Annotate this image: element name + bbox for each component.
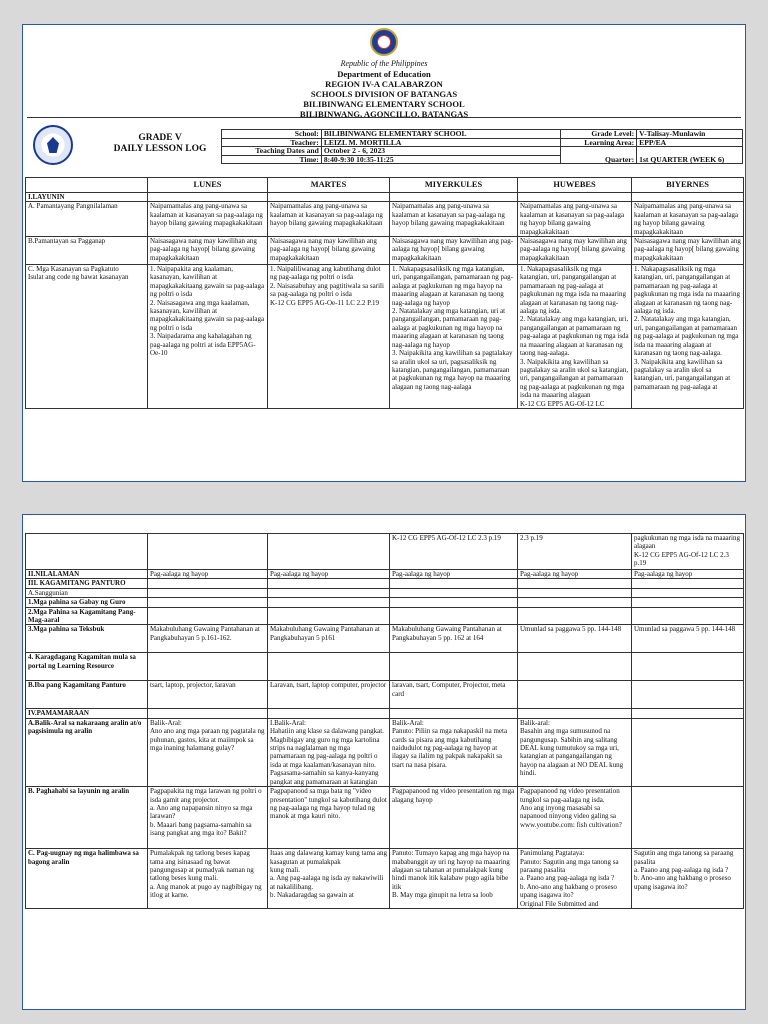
day-cell: [148, 598, 268, 607]
row-label: A.Balik-Aral sa nakaraang aralin at/o pagsisimula ng aralin: [26, 718, 148, 786]
day-cell: [518, 607, 632, 625]
row-label: B. Paghahabi sa layunin ng aralin: [26, 787, 148, 849]
day-cell: 1. Nakapagsasaliksik ng mga katangian, uri, pangangailangan at pamamaraan ng pag-aalaga at pagkukunan ng mga isda na maaaring alagaan at karanasan ng taong nag-aalaga ng isda. 2. Natatalakay ang mga katangian, uri, pangangailangan at pamamaraan ng pag-aalaga at pagkukunan ng mga isda na maaaring alagaan at karanasan ng taong nag-aalaga. 3. Naipakikita ang kawilihan sa pagtalakay sa aralin ukol sa katangian, uri, pangangailangan at pamamaraan ng pag-aalaga at: [632, 265, 744, 409]
table-row: [26, 534, 744, 570]
day-cell: Umunlad sa paggawa 5 pp. 144-148: [632, 625, 744, 653]
row-label: 4. Karagdagang Kagamitan mula sa portal ng Learning Resource: [26, 653, 148, 681]
day-cell: K-12 CG EPP5 AG-Of-12 LC 2.3 p.19: [390, 534, 518, 570]
day-cell: 1. Naipaliliwanag ang kabutihang dulot ng pag-aalaga ng poltri o isda 2. Naisasabuhay ang pagtitiwala sa sarili sa pag-aalaga ng poltri o isda K-12 CG EPP5 AG-Oe-11 LC 2.2 P.19: [268, 265, 390, 409]
table-row: [26, 653, 744, 681]
day-cell: Pagpapanood sa mga bata ng "video presentation" tungkol sa kabutihang dulot ng pag-aalaga ng mga hayop tulad ng manok at mga kauri nito.: [268, 787, 390, 849]
day-cell: [268, 579, 390, 588]
day-cell: 2.3 p.19: [518, 534, 632, 570]
header-line: Department of Education: [337, 69, 431, 79]
row-label: 1.Mga pahina sa Gabay ng Guro: [26, 598, 148, 607]
deped-logo-icon: [33, 125, 73, 165]
day-cell: [518, 709, 632, 718]
day-cell: Balik-aral: Basahin ang mga sumusunod na pangungusap. Sabihin ang salitang DEAL kung tumutukoy sa mga uri, katangian at pangangailangan ng hayop na alagaan at NO DEAL kung hindi.: [518, 718, 632, 786]
row-label: I.LAYUNIN: [26, 193, 148, 202]
table-row: [26, 787, 744, 849]
day-cell: Pagpapakita ng mga larawan ng poltri o isda gamit ang projector. a. Ano ang napapansin ninyo sa mga larawan? b. Maaari bang pagsama-samahin sa isang pangkat ang mga ito? Bakit?: [148, 787, 268, 849]
day-cell: [632, 607, 744, 625]
row-label: C. Mga Kasanayan sa Pagkatuto Isulat ang code ng bawat kasanayan: [26, 265, 148, 409]
day-cell: Pag-aalaga ng hayop: [518, 570, 632, 579]
day-cell: Pumalakpak ng tatlong beses kapag tama ang isinasaad ng bawat pangungusap at pumadyak naman ng tatlong beses kung mali. a. Ang manok at pugo ay nagbibigay ng itlog at karne.: [148, 849, 268, 909]
grade-value: V-Talisay-Munlawin: [637, 130, 743, 139]
day-cell: laravan, tsart, Computer, Projector, meta card: [390, 681, 518, 709]
day-cell: 1. Naipapakita ang kaalaman, kasanayan, kawilihan at mapagkakakitaang gawain sa pag-aalaga ng poltri o isda 2. Naisasagawa ang mga kaalaman, kasanayan, kawilihan at mapagkakakitaang gawain sa pag-aalaga ng poltri o isda 3. Naipadarama ang kahalagahan ng pag-aalaga ng poltri at isda EPP5AG-Oe-10: [148, 265, 268, 409]
day-cell: [148, 607, 268, 625]
day-cell: Naisasagawa nang may kawilihan ang pag-aalaga ng hayop[ bilang gawaing mapagkakakitaan: [148, 237, 268, 265]
header-line: BILIBINWANG, AGONCILLO, BATANGAS: [299, 109, 469, 119]
quarter-label: Quarter:: [561, 147, 637, 164]
day-cell: [518, 588, 632, 597]
day-cell: Naipamamalas ang pang-unawa sa kaalaman at kasanayan sa pag-aalaga ng hayop bilang gawaing mapagkakakitaan: [518, 202, 632, 237]
day-cell: Laravan, tsart, laptop computer, projector: [268, 681, 390, 709]
table-row: [26, 681, 744, 709]
table-row: [26, 709, 744, 718]
day-cell: [390, 607, 518, 625]
day-cell: [268, 653, 390, 681]
row-label: IV.PAMAMARAAN: [26, 709, 148, 718]
lesson-table-part-1: [25, 177, 744, 409]
school-header: [23, 59, 745, 119]
day-cell: [390, 598, 518, 607]
day-cell: [390, 709, 518, 718]
day-cell: Pagpapanood ng video presentation ng mga alagang hayop: [390, 787, 518, 849]
day-cell: Naisasagawa nang may kawilihan ang pag-aalaga ng hayop[ bilang gawaing mapagkakakitaan: [268, 237, 390, 265]
day-cell: 1. Nakapagsasaliksik ng mga katangian, uri, pangangailangan at pamamaraan ng pag-aalaga at pagkukunan ng mga isda na maaaring alagaan at karanasan ng taong nag-aalaga ng isda. 2. Natatalakay ang mga katangian, uri, pangangailangan at pamamaraan ng pag-aalaga at pagkukunan ng mga isda na maaaring alagaan at karanasan ng taong nag-aalaga. 3. Naipakikita ang kawilihan sa pagtalakay sa aralin ukol sa katangian, uri, pangangailangan at pamamaraan ng pag-aalaga at pagkukunan ng mga isda na maaaring alagaan K-12 CG EPP5 AG-Of-12 LC: [518, 265, 632, 409]
row-label: 3.Mga pahina sa Teksbuk: [26, 625, 148, 653]
info-table: [221, 129, 743, 164]
header-line: REGION IV-A CALABARZON: [325, 79, 443, 89]
header-line: Republic of the Philippines: [340, 59, 428, 68]
day-cell: [390, 579, 518, 588]
day-cell: [268, 588, 390, 597]
row-label: A. Pamantayang Pangnilalaman: [26, 202, 148, 237]
day-header: MIYERKULES: [390, 178, 518, 193]
day-cell: [518, 653, 632, 681]
day-cell: [632, 193, 744, 202]
lesson-table-part-2: [25, 533, 744, 909]
area-label: Learning Area:: [561, 138, 637, 147]
day-cell: Itaas ang dalawang kamay kung tama ang kasagutan at pumalakpak kung mali. a. Ang pag-aalaga ng isda ay nakawiwili at nakalilibang. b. Nakadaragdag sa gawain at: [268, 849, 390, 909]
day-cell: Pag-aalaga ng hayop: [632, 570, 744, 579]
day-cell: [390, 588, 518, 597]
grade-label: Grade Level:: [561, 130, 637, 139]
table-row: [26, 202, 744, 237]
dates-label: Teaching Dates and: [222, 147, 322, 156]
corner-cell: [26, 178, 148, 193]
row-label: [26, 534, 148, 570]
day-header: HUWEBES: [518, 178, 632, 193]
day-cell: [148, 534, 268, 570]
day-cell: Pagpapanood ng video presentation tungkol sa pag-aalaga ng isda. Ano ang inyong masasabi sa napanood ninyong video galing sa www.youtube.com: fish cultivation?: [518, 787, 632, 849]
table-row: [26, 265, 744, 409]
day-cell: [148, 579, 268, 588]
teacher-value: LEIZL M. MORTILLA: [321, 138, 560, 147]
quarter-value: 1st QUARTER (WEEK 6): [637, 147, 743, 164]
day-cell: [268, 709, 390, 718]
row-label: 2.Mga Pahina sa Kagamitang Pang-Mag-aaral: [26, 607, 148, 625]
log-title: DAILY LESSON LOG: [113, 144, 207, 154]
grade-title: GRADE V: [138, 133, 182, 143]
day-cell: [148, 193, 268, 202]
table-row: [26, 849, 744, 909]
deped-seal-icon: [370, 28, 398, 56]
table-row: [26, 579, 744, 588]
day-cell: Panuto: Tumayo kapag ang mga hayop na mababanggit ay uri ng hayop na maaaring alagaan sa tahanan at pumalakpak kung hindi manok itik kalabaw pugo agila bibe itik B. May mga ginupit na letra sa loob: [390, 849, 518, 909]
day-cell: [632, 653, 744, 681]
day-cell: I.Balik-Aral: Hahatiin ang klase sa dalawang pangkat. Magbibigay ang guro ng mga kartolina strips na naglalaman ng mga pamamaraan ng pag-aalaga ng poltri o isda at mga kaalaman/kasanayan nito. Pagsasama-samahin sa kanya-kanyang pangkat ang pamamaraan at katangian: [268, 718, 390, 786]
table-row: [26, 598, 744, 607]
day-cell: Sagutin ang mga tanong sa paraang pasalita a. Paano ang pag-aalaga ng isda ? b. Ano-ano ang hakbang o proseso upang isagawa ito?: [632, 849, 744, 909]
table-row: [26, 193, 744, 202]
day-cell: Naipamamalas ang pang-unawa sa kaalaman at kasanayan sa pag-aalaga ng hayop bilang gawaing mapagkakakitaan: [390, 202, 518, 237]
day-cell: Panimulang Pagtataya: Panuto: Sagutin ang mga tanong sa paraang pasalita a. Paano ang pag-aalaga ng isda ? b. Ano-ano ang hakbang o proseso upang isagawa ito? Original File Submitted and: [518, 849, 632, 909]
day-cell: Naipamamalas ang pang-unawa sa kaalaman at kasanayan sa pag-aalaga ng hayop bilang gawaing mapagkakakitaan: [148, 202, 268, 237]
area-value: EPP/EA: [637, 138, 743, 147]
day-cell: [268, 534, 390, 570]
table-row: [26, 625, 744, 653]
day-cell: [148, 653, 268, 681]
day-cell: pagkukunan ng mga isda na maaaring alagaan K-12 CG EPP5 AG-Of-12 LC 2.3 p.19: [632, 534, 744, 570]
day-cell: Makabuluhang Gawaing Pantahanan at Pangkabuhayan 5 p161: [268, 625, 390, 653]
day-cell: Pag-aalaga ng hayop: [148, 570, 268, 579]
day-cell: [268, 607, 390, 625]
day-cell: Naisasagawa nang may kawilihan ang pag-aalaga ng hayop[ bilang gawaing mapagkakakitaan: [390, 237, 518, 265]
lesson-log-page-1: [22, 24, 746, 482]
day-cell: [632, 598, 744, 607]
day-cell: Naipamamalas ang pang-unawa sa kaalaman at kasanayan sa pag-aalaga ng hayop bilang gawaing mapagkakakitaan: [632, 202, 744, 237]
day-cell: [518, 579, 632, 588]
day-header: MARTES: [268, 178, 390, 193]
row-label: B.Iba pang Kagamitang Panturo: [26, 681, 148, 709]
table-row: [26, 570, 744, 579]
day-cell: tsart, laptop, projector, laravan: [148, 681, 268, 709]
header-line: SCHOOLS DIVISION OF BATANGAS: [310, 89, 458, 99]
header-divider: [27, 117, 741, 118]
row-label: III. KAGAMITANG PANTURO: [26, 579, 148, 588]
day-cell: [268, 598, 390, 607]
table-row: [26, 588, 744, 597]
row-label: C. Pag-uugnay ng mga halimbawa sa bagong aralin: [26, 849, 148, 909]
teacher-label: Teacher:: [222, 138, 322, 147]
day-cell: [148, 588, 268, 597]
school-label: School:: [222, 130, 322, 139]
day-cell: [518, 598, 632, 607]
row-label: B.Pamantayan sa Pagganap: [26, 237, 148, 265]
day-cell: Naisasagawa nang may kawilihan ang pag-aalaga ng hayop[ bilang gawaing mapagkakakitaan: [518, 237, 632, 265]
day-cell: Makabuluhang Gawaing Pantahanan at Pangkabuhayan 5 p.161-162.: [148, 625, 268, 653]
day-cell: Umunlad sa paggawa 5 pp. 144-148: [518, 625, 632, 653]
day-cell: 1. Nakapagsasaliksik ng mga katangian, uri, pangangailangan, pamamaraan ng pag-aalaga at pagkukunan ng mga hayop na maaaring alagaan at karanasan ng taong nag-aalaga ng hayop 2. Natatalakay ang mga katangian, uri at pangangailangan, pamamaraan ng pag-aalaga at pagkukunan ng mga hayop na maaaring alagaan at karanasan ng taong nag-aalaga ng hayop 3. Naipakikita ang kawilihan sa pagtalakay sa aralin ukol sa uri, pagsasaliksik ng katangian, pangangailangan, pamamaraan at pagkukunan ng mga hayop na maaaring alagaan ng taong nag-aalaga: [390, 265, 518, 409]
day-cell: [632, 787, 744, 849]
day-cell: Pag-aalaga ng hayop: [390, 570, 518, 579]
day-cell: Balik-Aral: Ano ano ang mga paraan ng pagtatala ng puhunan, gastos, kita at maiimpok sa mga inaning halamang gulay?: [148, 718, 268, 786]
dates-value: October 2 - 6, 2023: [321, 147, 560, 156]
day-cell: [632, 709, 744, 718]
header-line: BILIBINWANG ELEMENTARY SCHOOL: [303, 99, 465, 109]
time-label: Time:: [222, 155, 322, 164]
day-cell: [632, 579, 744, 588]
day-cell: Balik-Aral: Panuto: Piliin sa mga nakapaskil na meta cards sa pisara ang mga kabutihang naidudulot ng pag-aalaga ng hayop at ilagay sa ilalim ng pakpak nakapakit sa tsart na nasa pisara.: [390, 718, 518, 786]
day-cell: [518, 681, 632, 709]
day-cell: [632, 588, 744, 597]
row-label: II.NILALAMAN: [26, 570, 148, 579]
table-row: [26, 237, 744, 265]
day-cell: Pag-aalaga ng hayop: [268, 570, 390, 579]
day-cell: [518, 193, 632, 202]
day-cell: Naipamamalas ang pang-unawa sa kaalaman at kasanayan sa pag-aalaga ng hayop bilang gawaing mapagkakakitaan: [268, 202, 390, 237]
day-header: BIYERNES: [632, 178, 744, 193]
day-cell: [390, 653, 518, 681]
day-cell: [632, 681, 744, 709]
day-cell: Naisasagawa nang may kawilihan ang pag-aalaga ng hayop[ bilang gawaing mapagkakakitaan: [632, 237, 744, 265]
lesson-log-page-2: [22, 514, 746, 1010]
time-value: 8:40-9:30 10:35-11:25: [321, 155, 560, 164]
day-cell: Makabuluhang Gawaing Pantahanan at Pangkabuhayan 5 pp. 162 at 164: [390, 625, 518, 653]
day-cell: [632, 718, 744, 786]
table-row: [26, 607, 744, 625]
day-cell: [268, 193, 390, 202]
day-cell: [390, 193, 518, 202]
school-value: BILIBINWANG ELEMENTARY SCHOOL: [321, 130, 560, 139]
table-row: [26, 718, 744, 786]
row-label: A.Sanggunian: [26, 588, 148, 597]
document-title: [95, 133, 225, 155]
day-cell: [148, 709, 268, 718]
day-header: LUNES: [148, 178, 268, 193]
